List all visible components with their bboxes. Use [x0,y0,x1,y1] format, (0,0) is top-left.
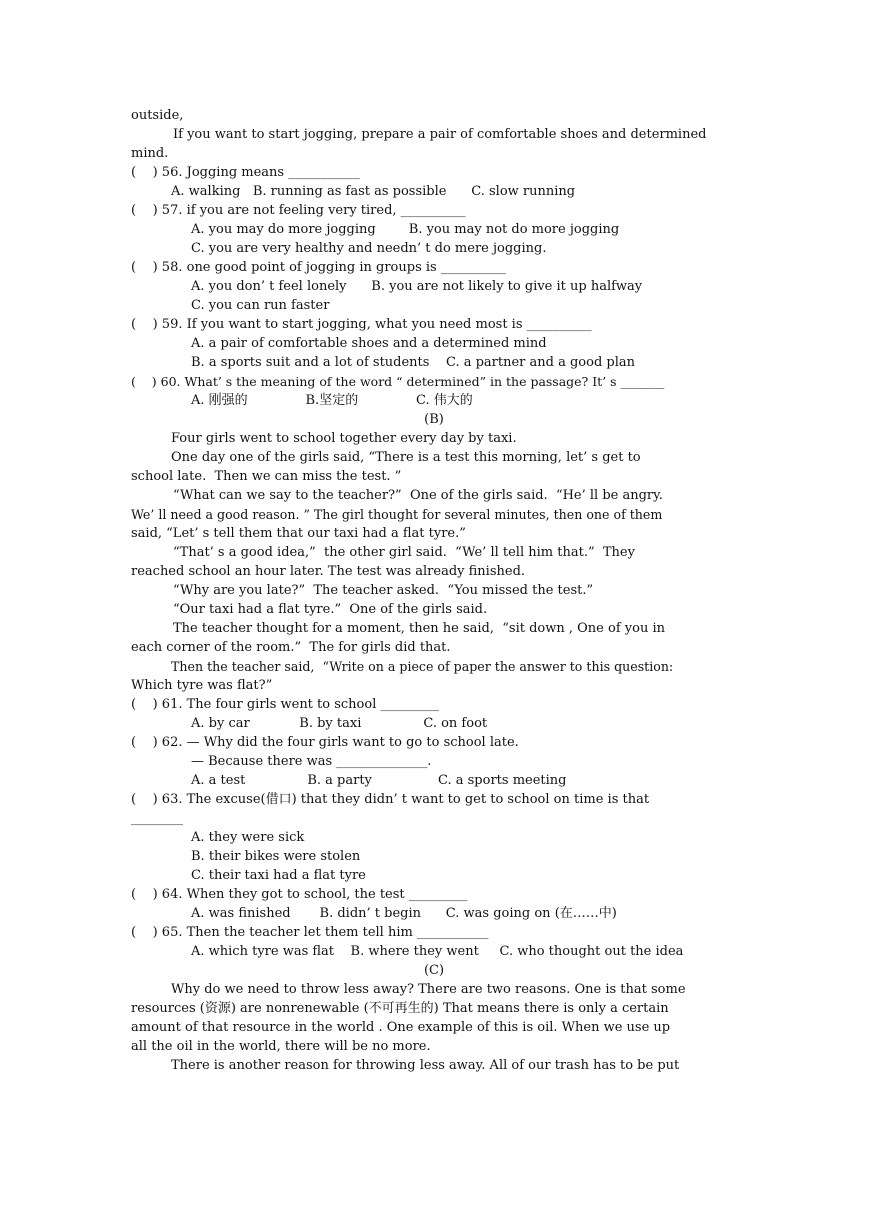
question-58-option-c: C. you can run faster [191,298,330,313]
question-56: ( ) 56. Jogging means ___________ [131,165,360,180]
passage-b-line: “What can we say to the teacher?” One of the girls said. “He’ ll be angry. [173,488,663,503]
question-62-answer-line: — Because there was ______________. [191,754,432,769]
question-63-option-b: B. their bikes were stolen [191,849,361,864]
question-59: ( ) 59. If you want to start jogging, what you need most is __________ [131,317,592,332]
question-65-options: A. which tyre was flat B. where they went C. who thought out the idea [191,944,684,959]
passage-c-line: amount of that resource in the world . One example of this is oil. When we use up [131,1020,671,1035]
question-57-option-ab: A. you may do more jogging B. you may not do more jogging [191,222,620,237]
passage-c-line: resources (资源) are nonrenewable (不可再生的) That means there is only a certain [131,1001,669,1016]
passage-b-line: said, “Let’ s tell them that our taxi had a flat tyre.” [131,526,466,541]
text-line: outside, [131,108,184,123]
passage-c-line: Why do we need to throw less away? There are two reasons. One is that some [171,982,686,997]
text-line: If you want to start jogging, prepare a pair of comfortable shoes and determined [173,127,707,142]
question-57: ( ) 57. if you are not feeling very tired, __________ [131,203,466,218]
passage-b-line: “Why are you late?” The teacher asked. “You missed the test.” [173,583,594,598]
question-62-options: A. a test B. a party C. a sports meeting [191,773,567,788]
passage-b-line: each corner of the room.” The for girls did that. [131,640,451,655]
passage-b-line: school late. Then we can miss the test. ” [131,469,402,484]
passage-c-line: There is another reason for throwing less away. All of our trash has to be put [171,1058,680,1073]
passage-b-line: “That’ s a good idea,” the other girl said. “We’ ll tell him that.” They [173,545,635,560]
question-63: ( ) 63. The excuse(借口) that they didn’ t want to get to school on time is that [131,792,650,807]
question-61-options: A. by car B. by taxi C. on foot [191,716,488,731]
question-60: ( ) 60. What’ s the meaning of the word “ determined” in the passage? It’ s _______ [131,374,665,389]
section-c-heading: (C) [423,963,445,978]
passage-c-line: all the oil in the world, there will be no more. [131,1039,431,1054]
question-60-options: A. 刚强的 B.坚定的 C. 伟大的 [191,393,473,408]
question-58: ( ) 58. one good point of jogging in groups is __________ [131,260,506,275]
passage-b-line: One day one of the girls said, “There is a test this morning, let’ s get to [171,450,641,465]
passage-b-line: The teacher thought for a moment, then he said, “sit down , One of you in [173,621,665,636]
question-62: ( ) 62. — Why did the four girls want to go to school late. [131,735,519,750]
question-63-option-a: A. they were sick [191,830,305,845]
question-61: ( ) 61. The four girls went to school _________ [131,697,439,712]
question-64-options: A. was finished B. didn’ t begin C. was going on (在……中) [191,906,617,921]
document-page [131,106,737,1075]
question-58-option-ab: A. you don’ t feel lonely B. you are not likely to give it up halfway [191,279,643,294]
passage-b-line: We’ ll need a good reason. ” The girl thought for several minutes, then one of them [131,507,663,522]
question-63-blank: ________ [131,811,183,826]
passage-b-line: reached school an hour later. The test was already finished. [131,564,526,579]
question-65: ( ) 65. Then the teacher let them tell him ___________ [131,925,489,940]
question-64: ( ) 64. When they got to school, the test _________ [131,887,468,902]
passage-b-line: Four girls went to school together every day by taxi. [171,431,517,446]
question-59-option-a: A. a pair of comfortable shoes and a determined mind [191,336,547,351]
question-57-option-c: C. you are very healthy and needn’ t do mere jogging. [191,241,547,256]
text-line: mind. [131,146,169,161]
question-59-option-bc: B. a sports suit and a lot of students C. a partner and a good plan [191,355,636,370]
passage-b-line: “Our taxi had a flat tyre.” One of the girls said. [173,602,488,617]
passage-b-line: Which tyre was flat?” [131,678,273,693]
question-56-options: A. walking B. running as fast as possible C. slow running [171,184,576,199]
passage-b-line: Then the teacher said, “Write on a piece of paper the answer to this question: [171,659,674,674]
section-b-heading: (B) [424,412,444,427]
question-63-option-c: C. their taxi had a flat tyre [191,868,366,883]
